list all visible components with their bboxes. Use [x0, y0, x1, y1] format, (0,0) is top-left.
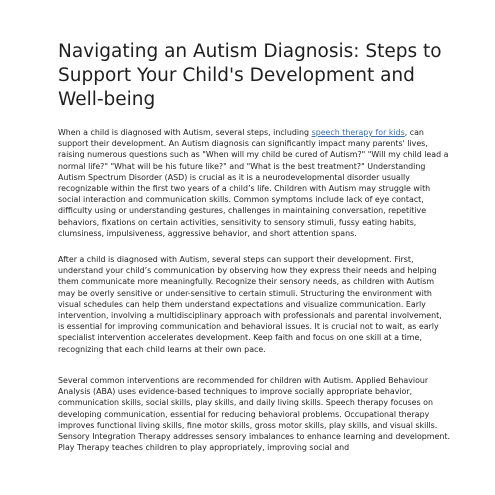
paragraph-intro-text-end: , can support their development. An Autism diagnosis can significantly impact many parents' lives, raising numerous questions such as "When will my child be cured of Autism?" "Will my child lead a normal life?" "What will be his future like?" and "What is the best treatment?" Understanding Autism Spectrum Disorder (ASD) is crucial as it is a neurodevelopmental disorder usually recognizable within the first two years of a child’s life. Children with Autism may struggle with social interaction and communication skills. Common symptoms include lack of eye contact, difficulty using or understanding gestures, challenges in maintaining conversation, repetitive behaviors, fixations on certain activities, sensitivity to sensory stimuli, fussy eating habits, clumsiness, impulsiveness, aggressive behavior, and short attention spans.: [58, 128, 449, 238]
paragraph-intro: [58, 127, 450, 239]
paragraph-interventions: Several common interventions are recommended for children with Autism. Applied Behaviour Analysis (ABA) uses evidence-based techniques to improve socially appropriate behavior, communication skills, social skills, play skills, and daily living skills. Speech therapy focuses on developing communication, essential for reducing behavioral problems. Occupational therapy improves functional living skills, fine motor skills, gross motor skills, play skills, and visual skills. Sensory Integration Therapy addresses sensory imbalances to enhance learning and development. Play Therapy teaches children to play appropriately, improving social and: [58, 376, 450, 453]
paragraph-steps: After a child is diagnosed with Autism, several steps can support their development. First, understand your child’s communication by observing how they express their needs and helping them communicate more meaningfully. Recognize their sensory needs, as children with Autism may be overly sensitive or under-sensitive to certain stimuli. Structuring the environment with visual schedules can help them understand expectations and visualize communication. Early intervention, involving a multidisciplinary approach with professionals and parental involvement, is essential for improving communication and behavioral issues. It is crucial not to wait, as early specialist intervention accelerates development. Keep faith and focus on one skill at a time, recognizing that each child learns at their own pace.: [58, 255, 442, 354]
paragraph-intro-text-start: When a child is diagnosed with Autism, several steps, including: [58, 128, 312, 137]
article-title: Navigating an Autism Diagnosis: Steps to Support Your Child's Development and Well-being: [58, 41, 442, 110]
speech-therapy-link[interactable]: speech therapy for kids: [311, 128, 405, 137]
